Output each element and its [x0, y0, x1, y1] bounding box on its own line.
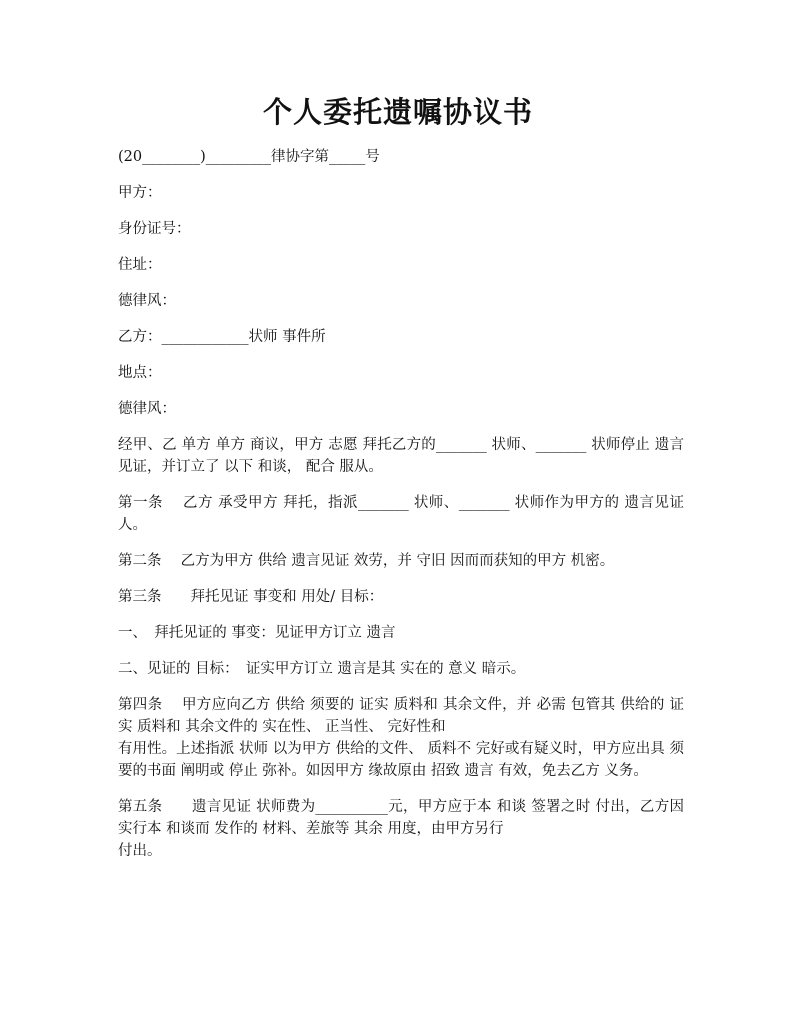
intro-paragraph: 经甲、乙 单方 单方 商议，甲方 志愿 拜托乙方的_______ 状师、_______ 状师停止 遗言见证，并订立了 以下 和谈， 配合 服从。 [118, 437, 684, 475]
article-3: 第三条 拜托见证 事变和 用处/ 目标： [118, 589, 384, 605]
article-2: 第二条 乙方为甲方 供给 遗言见证 效劳，并 守旧 因而而获知的甲方 机密。 [118, 553, 615, 569]
article-3-item-1: 一、 拜托见证的 事变：见证甲方订立 遗言 [118, 625, 396, 641]
article-5: 第五条 遗言见证 状师费为__________元，甲方应于本 和谈 签署之时 付出，乙方因 实行本 和谈而 发作的 材料、差旅等 其余 用度，由甲方另行 付出。 [118, 799, 684, 859]
party-a-id-number-label: 身份证号： [118, 221, 191, 237]
article-3-item-2: 二、见证的 目标： 证实甲方订立 遗言是其 实在的 意义 暗示。 [118, 661, 526, 677]
document-body [118, 146, 684, 876]
party-b-phone-label: 德律风： [118, 401, 176, 417]
document-title: 个人委托遗嘱协议书 [262, 95, 533, 129]
article-4: 第四条 甲方应向乙方 供给 须要的 证实 质料和 其余文件，并 必需 包管其 供给的 证实 质料和 其余文件的 实在性、 正当性、 完好性和 有用性。上述指派 状师 以为甲方 供给的文件、 质料不 完好或有疑义时，甲方应出具 须要的书面 阐明或 停止 弥补。如因甲方 缘故原由 招致 遗言 有效，免去乙方 义务。 [118, 697, 684, 779]
party-b-location-label: 地点： [118, 365, 162, 381]
article-1: 第一条 乙方 承受甲方 拜托，指派_______ 状师、_______ 状师作为甲方的 遗言见证人。 [118, 495, 684, 533]
party-a-phone-label: 德律风： [118, 293, 176, 309]
party-a-label: 甲方： [118, 185, 162, 201]
party-a-address-label: 住址： [118, 257, 162, 273]
party-b-label: 乙方：____________状师 事件所 [118, 329, 326, 345]
reference-line: (20________)_________律协字第_____号 [118, 149, 380, 165]
